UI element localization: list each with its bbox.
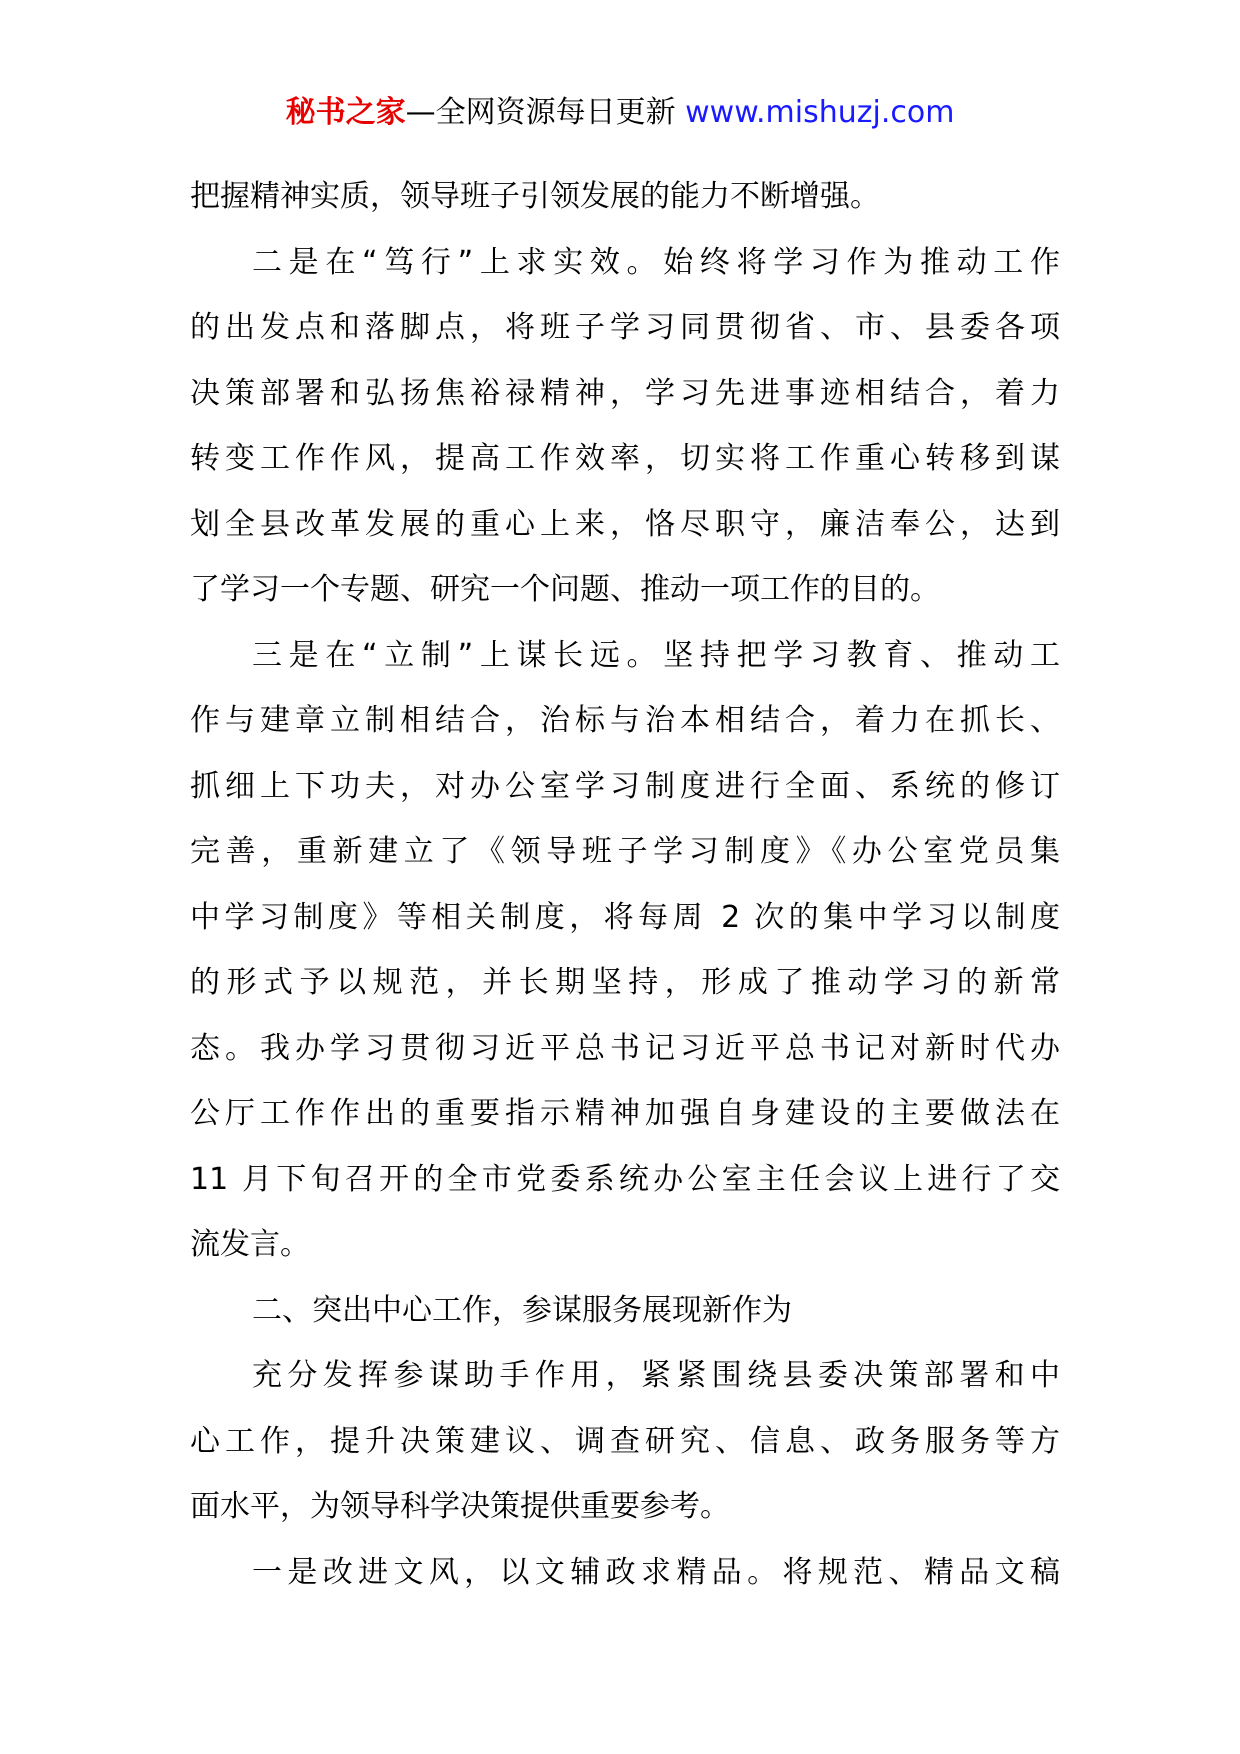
text-line: 11 月下旬召开的全市党委系统办公室主任会议上进行了交 [190, 1161, 1060, 1197]
text-line: 面水平，为领导科学决策提供重要参考。 [190, 1489, 730, 1524]
text-line: 流发言。 [190, 1227, 310, 1262]
text-line: 抓细上下功夫，对办公室学习制度进行全面、系统的修订 [190, 768, 1060, 804]
text-line: 把握精神实质，领导班子引领发展的能力不断增强。 [190, 179, 880, 214]
paragraph-start-line: 二是在“笃行”上求实效。始终将学习作为推动工作 [252, 244, 1060, 280]
site-url-link[interactable]: www.mishuzj.com [685, 95, 955, 130]
text-line: 心工作，提升决策建议、调查研究、信息、政务服务等方 [190, 1423, 1060, 1459]
document-body [190, 164, 1060, 1605]
text-line: 决策部署和弘扬焦裕禄精神，学习先进事迹相结合，着力 [190, 375, 1060, 411]
paragraph-start-line: 一是改进文风，以文辅政求精品。将规范、精品文稿 [252, 1554, 1060, 1590]
text-line: 转变工作作风，提高工作效率，切实将工作重心转移到谋 [190, 441, 1060, 476]
page-header [0, 90, 1240, 136]
text-line: 作与建章立制相结合，治标与治本相结合，着力在抓长、 [190, 703, 1060, 738]
text-line: 了学习一个专题、研究一个问题、推动一项工作的目的。 [190, 572, 940, 607]
site-slogan: —全网资源每日更新 [405, 95, 676, 130]
paragraph-start-line: 充分发挥参谋助手作用，紧紧围绕县委决策部署和中 [252, 1358, 1060, 1393]
section-heading: 二、突出中心工作，参谋服务展现新作为 [252, 1292, 792, 1328]
text-line: 的出发点和落脚点，将班子学习同贯彻省、市、县委各项 [190, 310, 1060, 345]
text-line: 完善，重新建立了《领导班子学习制度》《办公室党员集 [190, 834, 1060, 869]
text-line: 公厅工作作出的重要指示精神加强自身建设的主要做法在 [190, 1096, 1060, 1131]
text-line: 态。我办学习贯彻习近平总书记习近平总书记对新时代办 [190, 1030, 1060, 1066]
site-brand: 秘书之家 [285, 95, 406, 130]
paragraph-start-line: 三是在“立制”上谋长远。坚持把学习教育、推动工 [252, 637, 1060, 673]
text-line: 划全县改革发展的重心上来，恪尽职守，廉洁奉公，达到 [190, 506, 1060, 542]
text-line: 中学习制度》等相关制度，将每周 2 次的集中学习以制度 [190, 899, 1060, 935]
text-line: 的形式予以规范，并长期坚持，形成了推动学习的新常 [190, 965, 1060, 1000]
